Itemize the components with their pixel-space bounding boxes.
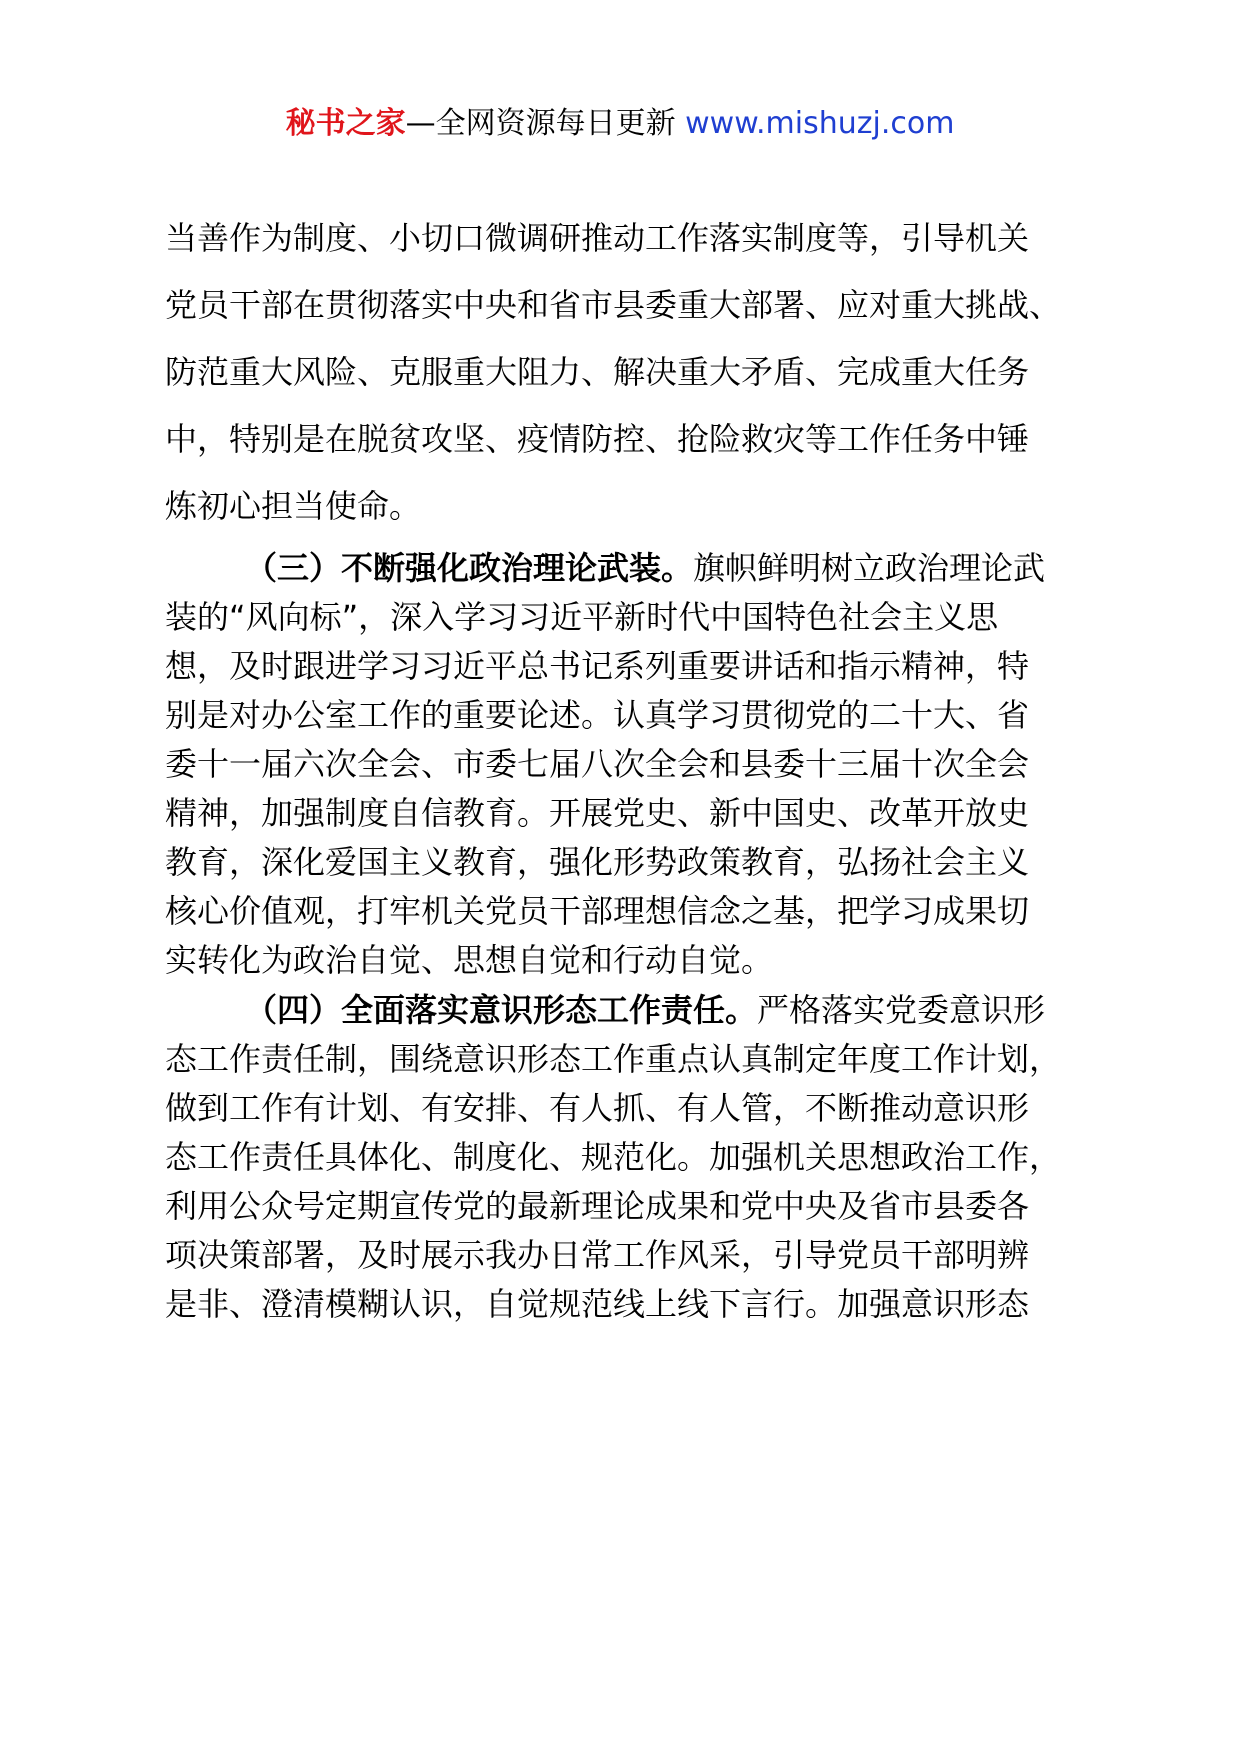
body-line: 态工作责任制，围绕意识形态工作重点认真制定年度工作计划， — [165, 1040, 1062, 1078]
body-line: 炼初心担当使命。 — [165, 487, 422, 525]
body-line: 态工作责任具体化、制度化、规范化。加强机关思想政治工作， — [165, 1138, 1062, 1176]
body-line: 当善作为制度、小切口微调研推动工作落实制度等，引导机关 — [165, 219, 1030, 257]
section-three-first-line — [245, 548, 1205, 588]
header-slogan: —全网资源每日更新 — [405, 106, 686, 141]
page-header — [0, 102, 1240, 146]
body-line: 委十一届六次全会、市委七届八次全会和县委十三届十次全会 — [165, 745, 1030, 783]
body-line: 想，及时跟进学习习近平总书记系列重要讲话和指示精神，特 — [165, 647, 1030, 685]
section-three-text: 旗帜鲜明树立政治理论武 — [693, 549, 1046, 587]
body-line: 利用公众号定期宣传党的最新理论成果和党中央及省市县委各 — [165, 1187, 1030, 1225]
header-brand: 秘书之家 — [285, 106, 406, 141]
section-four-first-line — [245, 990, 1205, 1030]
body-line: 是非、澄清模糊认识，自觉规范线上线下言行。加强意识形态 — [165, 1285, 1030, 1323]
body-line: 项决策部署，及时展示我办日常工作风采，引导党员干部明辨 — [165, 1236, 1030, 1274]
body-line: 防范重大风险、克服重大阻力、解决重大矛盾、完成重大任务 — [165, 353, 1030, 391]
body-line: 党员干部在贯彻落实中央和省市县委重大部署、应对重大挑战、 — [165, 286, 1062, 324]
section-three-heading: （三）不断强化政治理论武装。 — [245, 549, 694, 587]
body-line: 精神，加强制度自信教育。开展党史、新中国史、改革开放史 — [165, 794, 1030, 832]
body-line: 教育，深化爱国主义教育，强化形势政策教育，弘扬社会主义 — [165, 843, 1030, 881]
body-line: 核心价值观，打牢机关党员干部理想信念之基，把学习成果切 — [165, 892, 1030, 930]
body-line: 做到工作有计划、有安排、有人抓、有人管，不断推动意识形 — [165, 1089, 1030, 1127]
header-url-link[interactable]: www.mishuzj.com — [685, 106, 955, 141]
body-line: 中，特别是在脱贫攻坚、疫情防控、抢险救灾等工作任务中锤 — [165, 420, 1030, 458]
body-line: 装的“风向标”，深入学习习近平新时代中国特色社会主义思 — [165, 598, 999, 636]
body-line: 别是对办公室工作的重要论述。认真学习贯彻党的二十大、省 — [165, 696, 1030, 734]
body-line: 实转化为政治自觉、思想自觉和行动自觉。 — [165, 941, 774, 979]
section-four-heading: （四）全面落实意识形态工作责任。 — [245, 991, 758, 1029]
section-four-text: 严格落实党委意识形 — [757, 991, 1046, 1029]
